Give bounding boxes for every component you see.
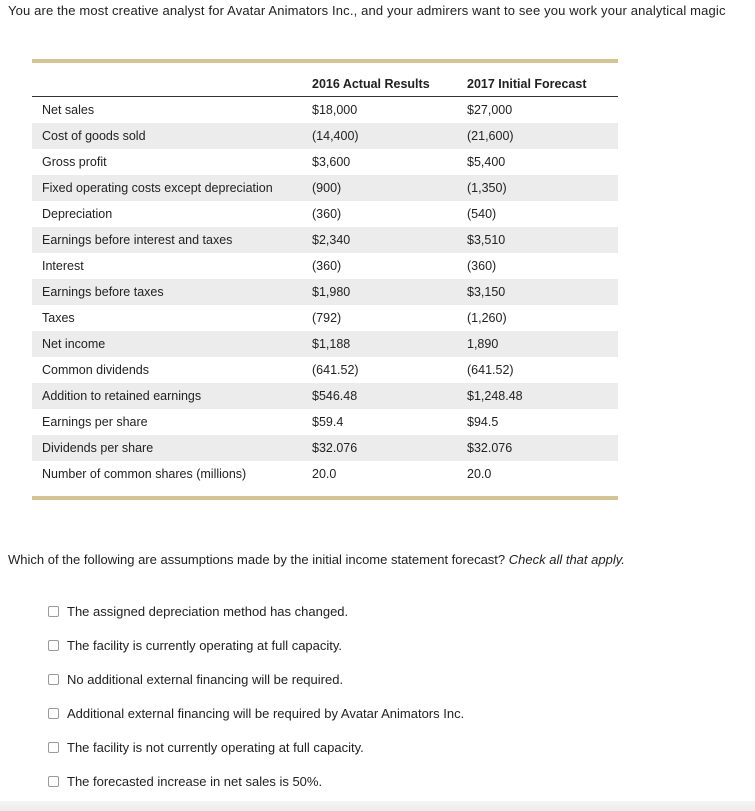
row-actual: $3,600: [312, 155, 351, 169]
table-row: [32, 123, 618, 149]
row-forecast: $3,150: [467, 279, 618, 305]
row-actual: (360): [312, 207, 342, 221]
table-row: [32, 305, 618, 331]
answer-options: [48, 594, 464, 798]
row-label: Earnings per share: [42, 415, 148, 429]
option-label: The facility is currently operating at full capacity.: [67, 637, 343, 653]
income-statement-table: [32, 59, 618, 500]
table-row: [32, 461, 618, 487]
row-forecast: 20.0: [467, 467, 492, 481]
row-label: Common dividends: [42, 363, 149, 377]
checkbox[interactable]: [48, 742, 59, 753]
table-bottom-rule: [32, 496, 618, 500]
bottom-bar: [0, 801, 755, 811]
intro-text: You are the most creative analyst for Avatar Animators Inc., and your admirers want to see you work your analytical magic: [8, 3, 726, 18]
table-row: [32, 409, 618, 435]
row-label: Earnings before interest and taxes: [32, 227, 312, 253]
option-label: The assigned depreciation method has changed.: [67, 603, 349, 619]
row-label: Gross profit: [42, 155, 107, 169]
row-label: Dividends per share: [32, 435, 312, 461]
table-row: [32, 331, 618, 357]
question-instruction: Check all that apply.: [508, 552, 625, 567]
option-label: The facility is not currently operating at full capacity.: [67, 739, 364, 755]
row-actual: $1,188: [312, 331, 467, 357]
row-label: Addition to retained earnings: [32, 383, 312, 409]
row-actual: (14,400): [312, 123, 467, 149]
table-row: [32, 227, 618, 253]
row-forecast: $27,000: [467, 103, 513, 117]
row-forecast: $32.076: [467, 435, 618, 461]
option-item[interactable]: [48, 764, 464, 798]
row-forecast: $3,510: [467, 227, 618, 253]
option-item[interactable]: [48, 594, 464, 628]
option-item[interactable]: [48, 662, 464, 696]
row-forecast: (540): [467, 207, 497, 221]
table-row: [32, 175, 618, 201]
row-actual: $32.076: [312, 435, 467, 461]
question-prompt: [8, 552, 625, 567]
row-actual: (641.52): [312, 363, 359, 377]
row-label: Depreciation: [42, 207, 113, 221]
row-label: Taxes: [42, 311, 75, 325]
row-forecast: (641.52): [467, 363, 514, 377]
table-row: [32, 253, 618, 279]
header-2017-forecast: 2017 Initial Forecast: [467, 71, 618, 97]
option-label: The forecasted increase in net sales is 50%.: [67, 773, 323, 789]
table-row: [32, 97, 618, 124]
table-row: [32, 149, 618, 175]
checkbox[interactable]: [48, 606, 59, 617]
checkbox[interactable]: [48, 708, 59, 719]
row-actual: $59.4: [312, 415, 344, 429]
row-label: Number of common shares (millions): [42, 467, 247, 481]
table-row: [32, 435, 618, 461]
row-label: Net income: [32, 331, 312, 357]
row-actual: 20.0: [312, 467, 337, 481]
table-row: [32, 201, 618, 227]
option-item[interactable]: [48, 730, 464, 764]
row-forecast: (1,260): [467, 311, 507, 325]
row-label: Net sales: [42, 103, 95, 117]
row-forecast: $1,248.48: [467, 383, 618, 409]
header-2016-actual: 2016 Actual Results: [312, 71, 467, 97]
option-item[interactable]: [48, 628, 464, 662]
row-actual: $18,000: [312, 103, 358, 117]
row-forecast: (1,350): [467, 175, 618, 201]
option-label: No additional external financing will be required.: [67, 671, 344, 687]
table-row: [32, 383, 618, 409]
row-forecast: (21,600): [467, 123, 618, 149]
table-top-rule: [32, 59, 618, 63]
row-actual: $2,340: [312, 227, 467, 253]
row-label: Cost of goods sold: [32, 123, 312, 149]
row-actual: (900): [312, 175, 467, 201]
row-label: Interest: [42, 259, 84, 273]
question-text: Which of the following are assumptions made by the initial income statement forecast?: [8, 552, 506, 567]
row-forecast: 1,890: [467, 331, 618, 357]
checkbox[interactable]: [48, 640, 59, 651]
row-actual: $546.48: [312, 383, 467, 409]
table-header-row: [32, 71, 618, 97]
row-actual: (792): [312, 311, 342, 325]
table-row: [32, 357, 618, 383]
row-label: Earnings before taxes: [32, 279, 312, 305]
table-row: [32, 279, 618, 305]
row-forecast: $94.5: [467, 415, 499, 429]
option-item[interactable]: [48, 696, 464, 730]
checkbox[interactable]: [48, 674, 59, 685]
row-forecast: (360): [467, 259, 497, 273]
option-label: Additional external financing will be required by Avatar Animators Inc.: [67, 705, 465, 721]
checkbox[interactable]: [48, 776, 59, 787]
row-label: Fixed operating costs except depreciation: [32, 175, 312, 201]
row-forecast: $5,400: [467, 155, 506, 169]
header-label: [32, 71, 312, 97]
row-actual: (360): [312, 259, 342, 273]
row-actual: $1,980: [312, 279, 467, 305]
